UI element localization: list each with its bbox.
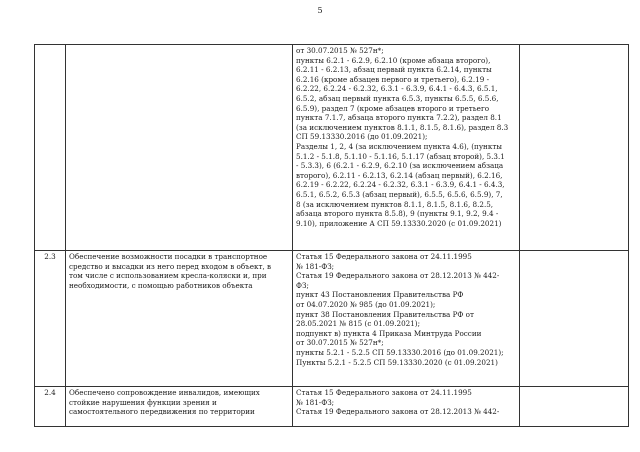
reference-line: 9.10), приложение А СП 59.13330.2020 (с 01.09.2021) <box>296 218 502 228</box>
reference-line: Статья 15 Федерального закона от 24.11.1995 <box>296 252 472 261</box>
row-description <box>66 45 293 251</box>
row-references <box>293 387 520 427</box>
table-row <box>35 387 629 427</box>
description-line: самостоятельного передвижения по территории <box>69 407 255 417</box>
reference-line: 6.2.11 - 6.2.13, абзац первый пункта 6.2.14, пункты <box>296 65 492 75</box>
reference-line: Статья 19 Федерального закона от 28.12.2013 № 442- <box>296 271 500 281</box>
reference-line: от 30.07.2015 № 527н*; <box>296 338 384 348</box>
reference-line: 5.1.2 - 5.1.8, 5.1.10 - 5.1.16, 5.1.17 (абзац второй), 5.3.1 <box>296 151 505 161</box>
row-extra-cell <box>520 45 629 251</box>
description-line: средство и высадки из него перед входом в объект, в <box>69 261 272 271</box>
reference-line: 6.5.1, 6.5.2, 6.5.3 (абзац первый), 6.5.5, 6.5.6, 6.5.9), 7, <box>296 189 503 199</box>
row-description <box>66 251 293 387</box>
reference-line: Разделы 1, 2, 4 (за исключением пункта 4.6), (пункты <box>296 141 503 151</box>
reference-line: пункты 6.2.1 - 6.2.9, 6.2.10 (кроме абзаца второго), <box>296 55 491 65</box>
table-body <box>35 45 629 427</box>
row-extra-cell <box>520 387 629 427</box>
reference-line: 6.2.19 - 6.2.22, 6.2.24 - 6.2.32, 6.3.1 - 6.3.9, 6.4.1 - 6.4.3, <box>296 180 505 190</box>
row-number: 2.4 <box>35 387 66 427</box>
table-row <box>35 45 629 251</box>
description-line: том числе с использованием кресла-коляски и, при <box>69 271 267 281</box>
row-number: 2.3 <box>35 251 66 387</box>
reference-line: 6.2.22, 6.2.24 - 6.2.32, 6.3.1 - 6.3.9, 6.4.1 - 6.4.3, 6.5.1, <box>296 84 498 94</box>
reference-line: Пункты 5.2.1 - 5.2.5 СП 59.13330.2020 (с 01.09.2021) <box>296 357 498 367</box>
reference-line: пункт 43 Постановления Правительства РФ <box>296 290 464 300</box>
reference-line: Статья 19 Федерального закона от 28.12.2013 № 442- <box>296 407 500 417</box>
reference-line: 6.5.2, абзац первый пункта 6.5.3, пункты 6.5.5, 6.5.6, <box>296 93 499 103</box>
row-number <box>35 45 66 251</box>
reference-line: - 5.3.3), 6 (6.2.1 - 6.2.9, 6.2.10 (за исключением абзаца <box>296 161 504 171</box>
reference-line: 6.2.16 (кроме абзацев первого и третьего), 6.2.19 - <box>296 74 490 84</box>
reference-line: пункты 5.2.1 - 5.2.5 СП 59.13330.2016 (до 01.09.2021); <box>296 347 504 357</box>
reference-line: абзаца второго пункта 8.5.8), 9 (пункты 9.1, 9.2, 9.4 - <box>296 209 499 219</box>
requirements-table <box>34 44 629 427</box>
reference-line: ФЗ; <box>296 280 309 290</box>
reference-line: 28.05.2021 № 815 (с 01.09.2021); <box>296 319 421 329</box>
description-line: стойкие нарушения функции зрения и <box>69 397 217 407</box>
reference-line: от 30.07.2015 № 527н*; <box>296 46 384 55</box>
reference-line: СП 59.13330.2016 (до 01.09.2021); <box>296 132 428 142</box>
description-line: необходимости, с помощью работников объекта <box>69 280 253 290</box>
row-references <box>293 251 520 387</box>
description-line: Обеспечение возможности посадки в транспортное <box>69 252 268 261</box>
row-description <box>66 387 293 427</box>
reference-line: пункт 38 Постановления Правительства РФ от <box>296 309 474 319</box>
reference-line: подпункт в) пункта 4 Приказа Минтруда России <box>296 328 482 338</box>
reference-line: второго), 6.2.11 - 6.2.13, 6.2.14 (абзац первый), 6.2.16, <box>296 170 503 180</box>
reference-line: (за исключением пунктов 8.1.1, 8.1.5, 8.1.6), раздел 8.3 <box>296 122 509 132</box>
reference-line: 8 (за исключением пунктов 8.1.1, 8.1.5, 8.1.6, 8.2.5, <box>296 199 494 209</box>
reference-line: № 181-ФЗ; <box>296 397 335 407</box>
page-number: 5 <box>317 6 323 15</box>
reference-line: № 181-ФЗ; <box>296 261 335 271</box>
table-row <box>35 251 629 387</box>
reference-line: от 04.07.2020 № 985 (до 01.09.2021); <box>296 299 436 309</box>
row-extra-cell <box>520 251 629 387</box>
reference-line: Статья 15 Федерального закона от 24.11.1995 <box>296 388 472 397</box>
description-line: Обеспечено сопровождение инвалидов, имеющих <box>69 388 260 397</box>
reference-line: 6.5.9), раздел 7 (кроме абзацев второго и третьего <box>296 103 490 113</box>
reference-line: пункта 7.1.7, абзаца второго пункта 7.2.2), раздел 8.1 <box>296 113 502 123</box>
row-references <box>293 45 520 251</box>
